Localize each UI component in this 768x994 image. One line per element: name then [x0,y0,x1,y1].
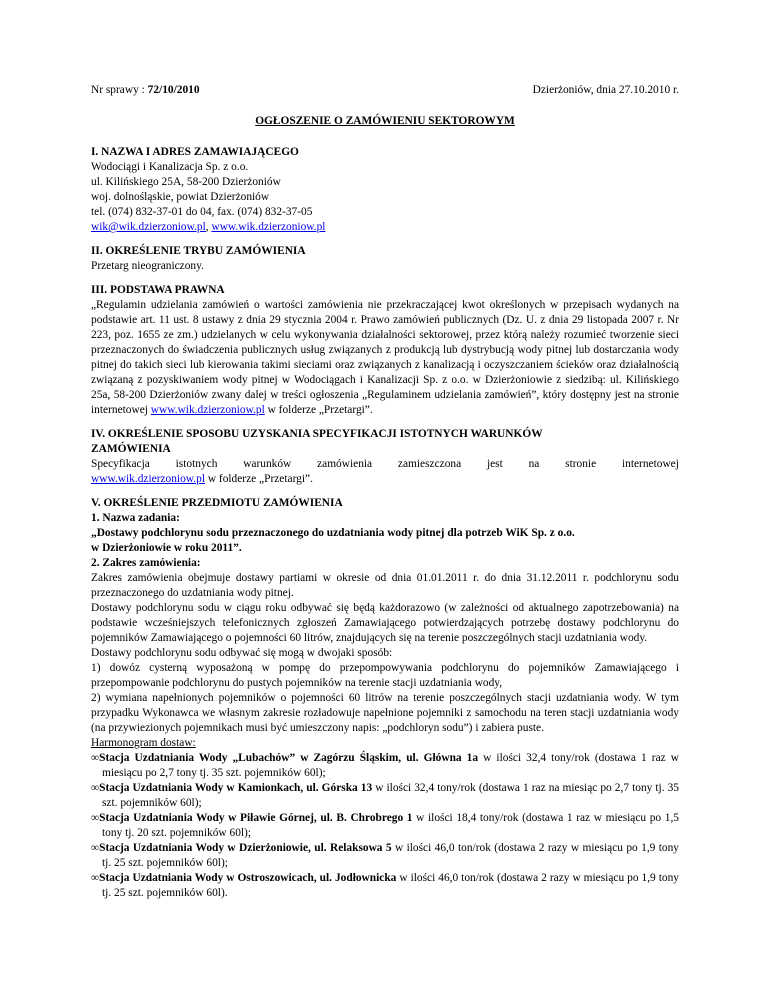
bullet-icon: ∞ [91,782,100,794]
bullet-icon: ∞ [91,842,100,854]
schedule-item: ∞Stacja Uzdatniania Wody w Dzierżoniowie, ul. Relaksowa 5 w ilości 46,0 ton/rok (dostawa 2 razy w miesiącu po 1,9 tony tj. 25 szt. pojemników 60l); [91,842,680,869]
email-link[interactable]: wik@wik.dzierzoniow.pl [91,221,206,233]
section-2 [91,244,679,274]
schedule-item: ∞Stacja Uzdatniania Wody w Ostroszowicach, ul. Jodłownicka w ilości 46,0 ton/rok (dostawa 2 razy w miesiącu po 1,9 tony tj. 25 szt. pojemników 60l). [91,872,679,899]
address-line: Wodociągi i Kanalizacja Sp. z o.o. [91,161,249,173]
task-name: w Dzierżoniowie w roku 2011”. [91,542,242,554]
procedure-text: Przetarg nieograniczony. [91,260,204,272]
delivery-schedule [91,751,679,901]
bullet-icon: ∞ [91,752,100,764]
scope-paragraph: Dostawy podchlorynu sodu odbywać się mogą w dwojaki sposób: [91,647,393,659]
schedule-item: ∞Stacja Uzdatniania Wody w Piławie Górnej, ul. B. Chrobrego 1 w ilości 18,4 tony/rok (dostawa 1 raz w miesiącu po 1,5 tony tj. 20 szt. pojemników 60l); [91,812,679,839]
document-title: OGŁOSZENIE O ZAMÓWIENIU SEKTOROWYM [255,115,515,127]
task-name: „Dostawy podchlorynu sodu przeznaczonego do uzdatniania wody pitnej dla potrzeb WiK Sp. z o.o. [91,527,575,539]
section-1-heading: I. NAZWA I ADRES ZAMAWIAJĄCEGO [91,146,299,158]
section-5-heading: V. OKREŚLENIE PRZEDMIOTU ZAMÓWIENIA [91,497,343,509]
schedule-label: Harmonogram dostaw: [91,737,196,749]
contact-links: wik@wik.dzierzoniow.pl, www.wik.dzierzoniow.pl [91,221,326,233]
website-link[interactable]: www.wik.dzierzoniow.pl [211,221,326,233]
legal-basis-text: „Regulamin udzielania zamówień o wartości zamówienia nie przekraczającej kwot określonych w przepisach wydanych na podstawie art. 11 ust. 8 ustawy z dnia 29 stycznia 2004 r. Prawo zamówień publicznych (Dz. U. z dnia 29 listopada 2007 r. Nr 223, poz. 1655 ze zm.) udzielanych w celu wykonywania działalności sektorowej, przez którą należy rozumieć tworzenie sieci przeznaczonych do świadczenia publicznych usług związanych z produkcją lub dystrybucją wody pitnej lub dostarczania wody pitnej do takich sieci lub kierowania takimi sieciami oraz związanych z kanalizacją i oczyszczaniem ścieków oraz działalnością związaną z pozyskiwaniem wody pitnej w Wodociągach i Kanalizacji Sp. z o.o. w Dzierżoniowie z siedzibą: ul. Kilińskiego 25a, 58-200 Dzierżoniów zwany dalej w treści ogłoszenia „Regulaminem udzielania zamówień”, który dostępny jest na stronie internetowej www.wik.dzierzoniow.pl w folderze „Przetargi”. [91,299,679,416]
scope-paragraph: Dostawy podchlorynu sodu w ciągu roku odbywać się będą każdorazowo (w zależności od aktualnego zapotrzebowania) na podstawie wcześniejszych telefonicznych zgłoszeń Zamawiającego potwierdzających potrzebę dostawy podchlorynu do pojemników Zamawiającego o pojemności 60 litrów, znajdujących się na terenie poszczególnych stacji uzdatniania wody. [91,602,679,644]
address-line: tel. (074) 832-37-01 do 04, fax. (074) 832-37-05 [91,206,313,218]
section-3-heading: III. PODSTAWA PRAWNA [91,284,225,296]
document-content [91,83,679,910]
section-3 [91,283,679,418]
scope-paragraph: Zakres zamówienia obejmuje dostawy partiami w okresie od dnia 01.01.2011 r. do dnia 31.12.2011 r. podchlorynu sodu przeznaczonego do uzdatniania wody pitnej. [91,572,679,599]
address-line: woj. dolnośląskie, powiat Dzierżoniów [91,191,270,203]
task-label: 1. Nazwa zadania: [91,512,180,524]
website-link[interactable]: www.wik.dzierzoniow.pl [91,473,205,485]
address-line: ul. Kilińskiego 25A, 58-200 Dzierżoniów [91,176,281,188]
scope-paragraph: 1) dowóz cysterną wyposażoną w pompę do przepompowywania podchlorynu do pojemników Zamawiającego i przepompowanie podchlorynu do pustych pojemników na terenie stacji uzdatniania wody, [91,662,679,689]
bullet-icon: ∞ [91,812,100,824]
header-row [91,83,679,98]
section-4 [91,427,679,487]
website-link[interactable]: www.wik.dzierzoniow.pl [150,404,265,416]
place-date: Dzierżoniów, dnia 27.10.2010 r. [532,84,679,96]
case-number: Nr sprawy : 72/10/2010 [91,84,200,96]
section-1 [91,145,679,235]
section-2-heading: II. OKREŚLENIE TRYBU ZAMÓWIENIA [91,245,306,257]
specification-location: www.wik.dzierzoniow.pl w folderze „Przetargi”. [91,473,313,485]
section-5 [91,496,679,901]
section-4-heading: IV. OKREŚLENIE SPOSOBU UZYSKANIA SPECYFIKACJI ISTOTNYCH WARUNKÓW ZAMÓWIENIA [91,428,543,455]
specification-line: Specyfikacja istotnych warunków zamówienia zamieszczona jest na stronie internetowej [91,458,679,470]
scope-paragraph: 2) wymiana napełnionych pojemników o pojemności 60 litrów na terenie poszczególnych stacji uzdatniania wody. W tym przypadku Wykonawca we własnym zakresie rozładowuje napełnione pojemniki z samochodu na teren stacji uzdatniania wody (na przywiezionych pojemnikach musi być umieszczony napis: „podchloryn sodu”) i zabiera puste. [91,692,679,734]
schedule-item: ∞Stacja Uzdatniania Wody „Lubachów” w Zagórzu Śląskim, ul. Główna 1a w ilości 32,4 tony/rok (dostawa 1 raz w miesiącu po 2,7 tony tj. 35 szt. pojemników 60l); [91,752,679,779]
schedule-item: ∞Stacja Uzdatniania Wody w Kamionkach, ul. Górska 13 w ilości 32,4 tony/rok (dostawa 1 raz na miesiąc po 2,7 tony tj. 35 szt. pojemników 60l); [91,782,680,809]
bullet-icon: ∞ [91,872,100,884]
scope-label: 2. Zakres zamówienia: [91,557,201,569]
